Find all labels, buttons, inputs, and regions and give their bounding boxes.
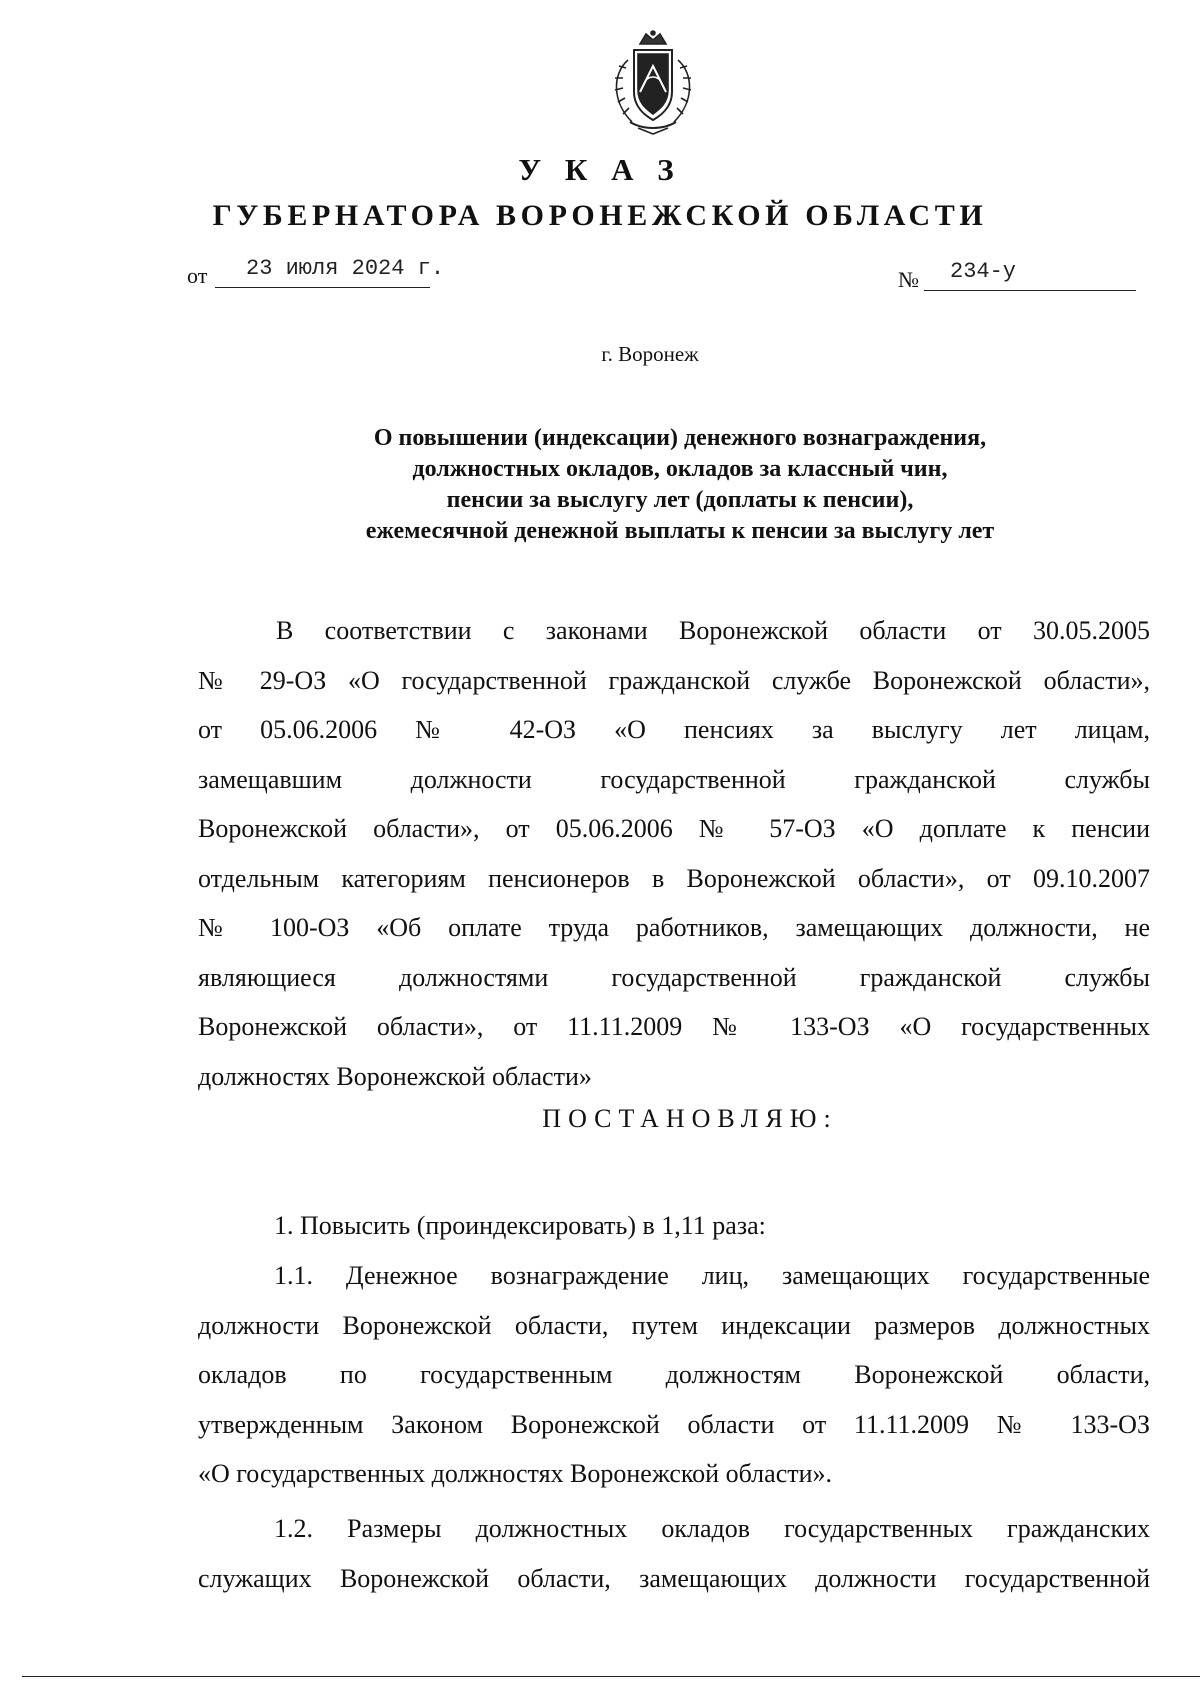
document-subject: [200, 423, 1160, 547]
number-underline: [924, 290, 1136, 291]
subject-line: О повышении (индексации) денежного вознаграждения,: [373, 425, 987, 451]
item-1-1-line: «О государственных должностях Воронежской области».: [198, 1459, 833, 1488]
number-label: №: [898, 267, 919, 292]
voronezh-coat-of-arms-icon: [598, 30, 708, 140]
page-bottom-rule: [22, 1676, 1200, 1677]
item-1-1-line: 1.1. Денежное вознаграждение лиц, замещающих государственные: [274, 1261, 1150, 1290]
decree-word: ПОСТАНОВЛЯЮ:: [542, 1104, 838, 1133]
preamble: [198, 606, 1150, 1101]
item-1-2-line: служащих Воронежской области, замещающих должности государственной: [198, 1563, 1150, 1593]
subject-line: должностных окладов, окладов за классный чин,: [412, 456, 948, 482]
issuer-title: ГУБЕРНАТОРА ВОРОНЕЖСКОЙ ОБЛАСТИ: [212, 199, 988, 232]
preamble-line: от 05.06.2006 № 42-ОЗ «О пенсиях за выслугу лет лицам,: [198, 715, 1150, 744]
date-underline: [215, 287, 430, 288]
decree-date: 23 июля 2024 г.: [246, 256, 445, 281]
item-1-1-line: утвержденным Законом Воронежской области от 11.11.2009 № 133-ОЗ: [198, 1409, 1150, 1439]
city: г. Воронеж: [601, 342, 699, 366]
preamble-line: № 100-ОЗ «Об оплате труда работников, замещающих должности, не: [198, 913, 1150, 942]
subject-line: ежемесячной денежной выплаты к пенсии за выслугу лет: [365, 518, 995, 544]
preamble-line: должностях Воронежской области»: [198, 1061, 592, 1091]
item-1-2: [198, 1504, 1150, 1603]
preamble-line: В соответствии с законами Воронежской области от 30.05.2005: [276, 616, 1150, 645]
subject-line: пенсии за выслугу лет (доплаты к пенсии),: [446, 487, 914, 513]
decree-number: 234-у: [950, 259, 1017, 284]
item-1-1-line: должности Воронежской области, путем индексации размеров должностных: [198, 1310, 1150, 1340]
item-1: [198, 1201, 1150, 1251]
date-label: от: [187, 263, 208, 288]
item-1-2-line: 1.2. Размеры должностных окладов государственных гражданских: [274, 1514, 1150, 1543]
item-1-1: [198, 1251, 1150, 1499]
item-1-1-line: окладов по государственным должностям Воронежской области,: [198, 1360, 1150, 1389]
preamble-line: замещавшим должности государственной гражданской службы: [198, 764, 1150, 794]
preamble-line: Воронежской области», от 11.11.2009 № 133-ОЗ «О государственных: [198, 1012, 1150, 1041]
preamble-line: № 29-ОЗ «О государственной гражданской службе Воронежской области»,: [198, 665, 1150, 695]
decree-title: У К А З: [518, 152, 682, 187]
item-1-line: 1. Повысить (проиндексировать) в 1,11 раза:: [274, 1211, 766, 1240]
preamble-line: Воронежской области», от 05.06.2006 № 57-ОЗ «О доплате к пенсии: [198, 814, 1150, 843]
preamble-line: отдельным категориям пенсионеров в Воронежской области», от 09.10.2007: [198, 863, 1150, 893]
preamble-line: являющиеся должностями государственной гражданской службы: [198, 962, 1150, 992]
